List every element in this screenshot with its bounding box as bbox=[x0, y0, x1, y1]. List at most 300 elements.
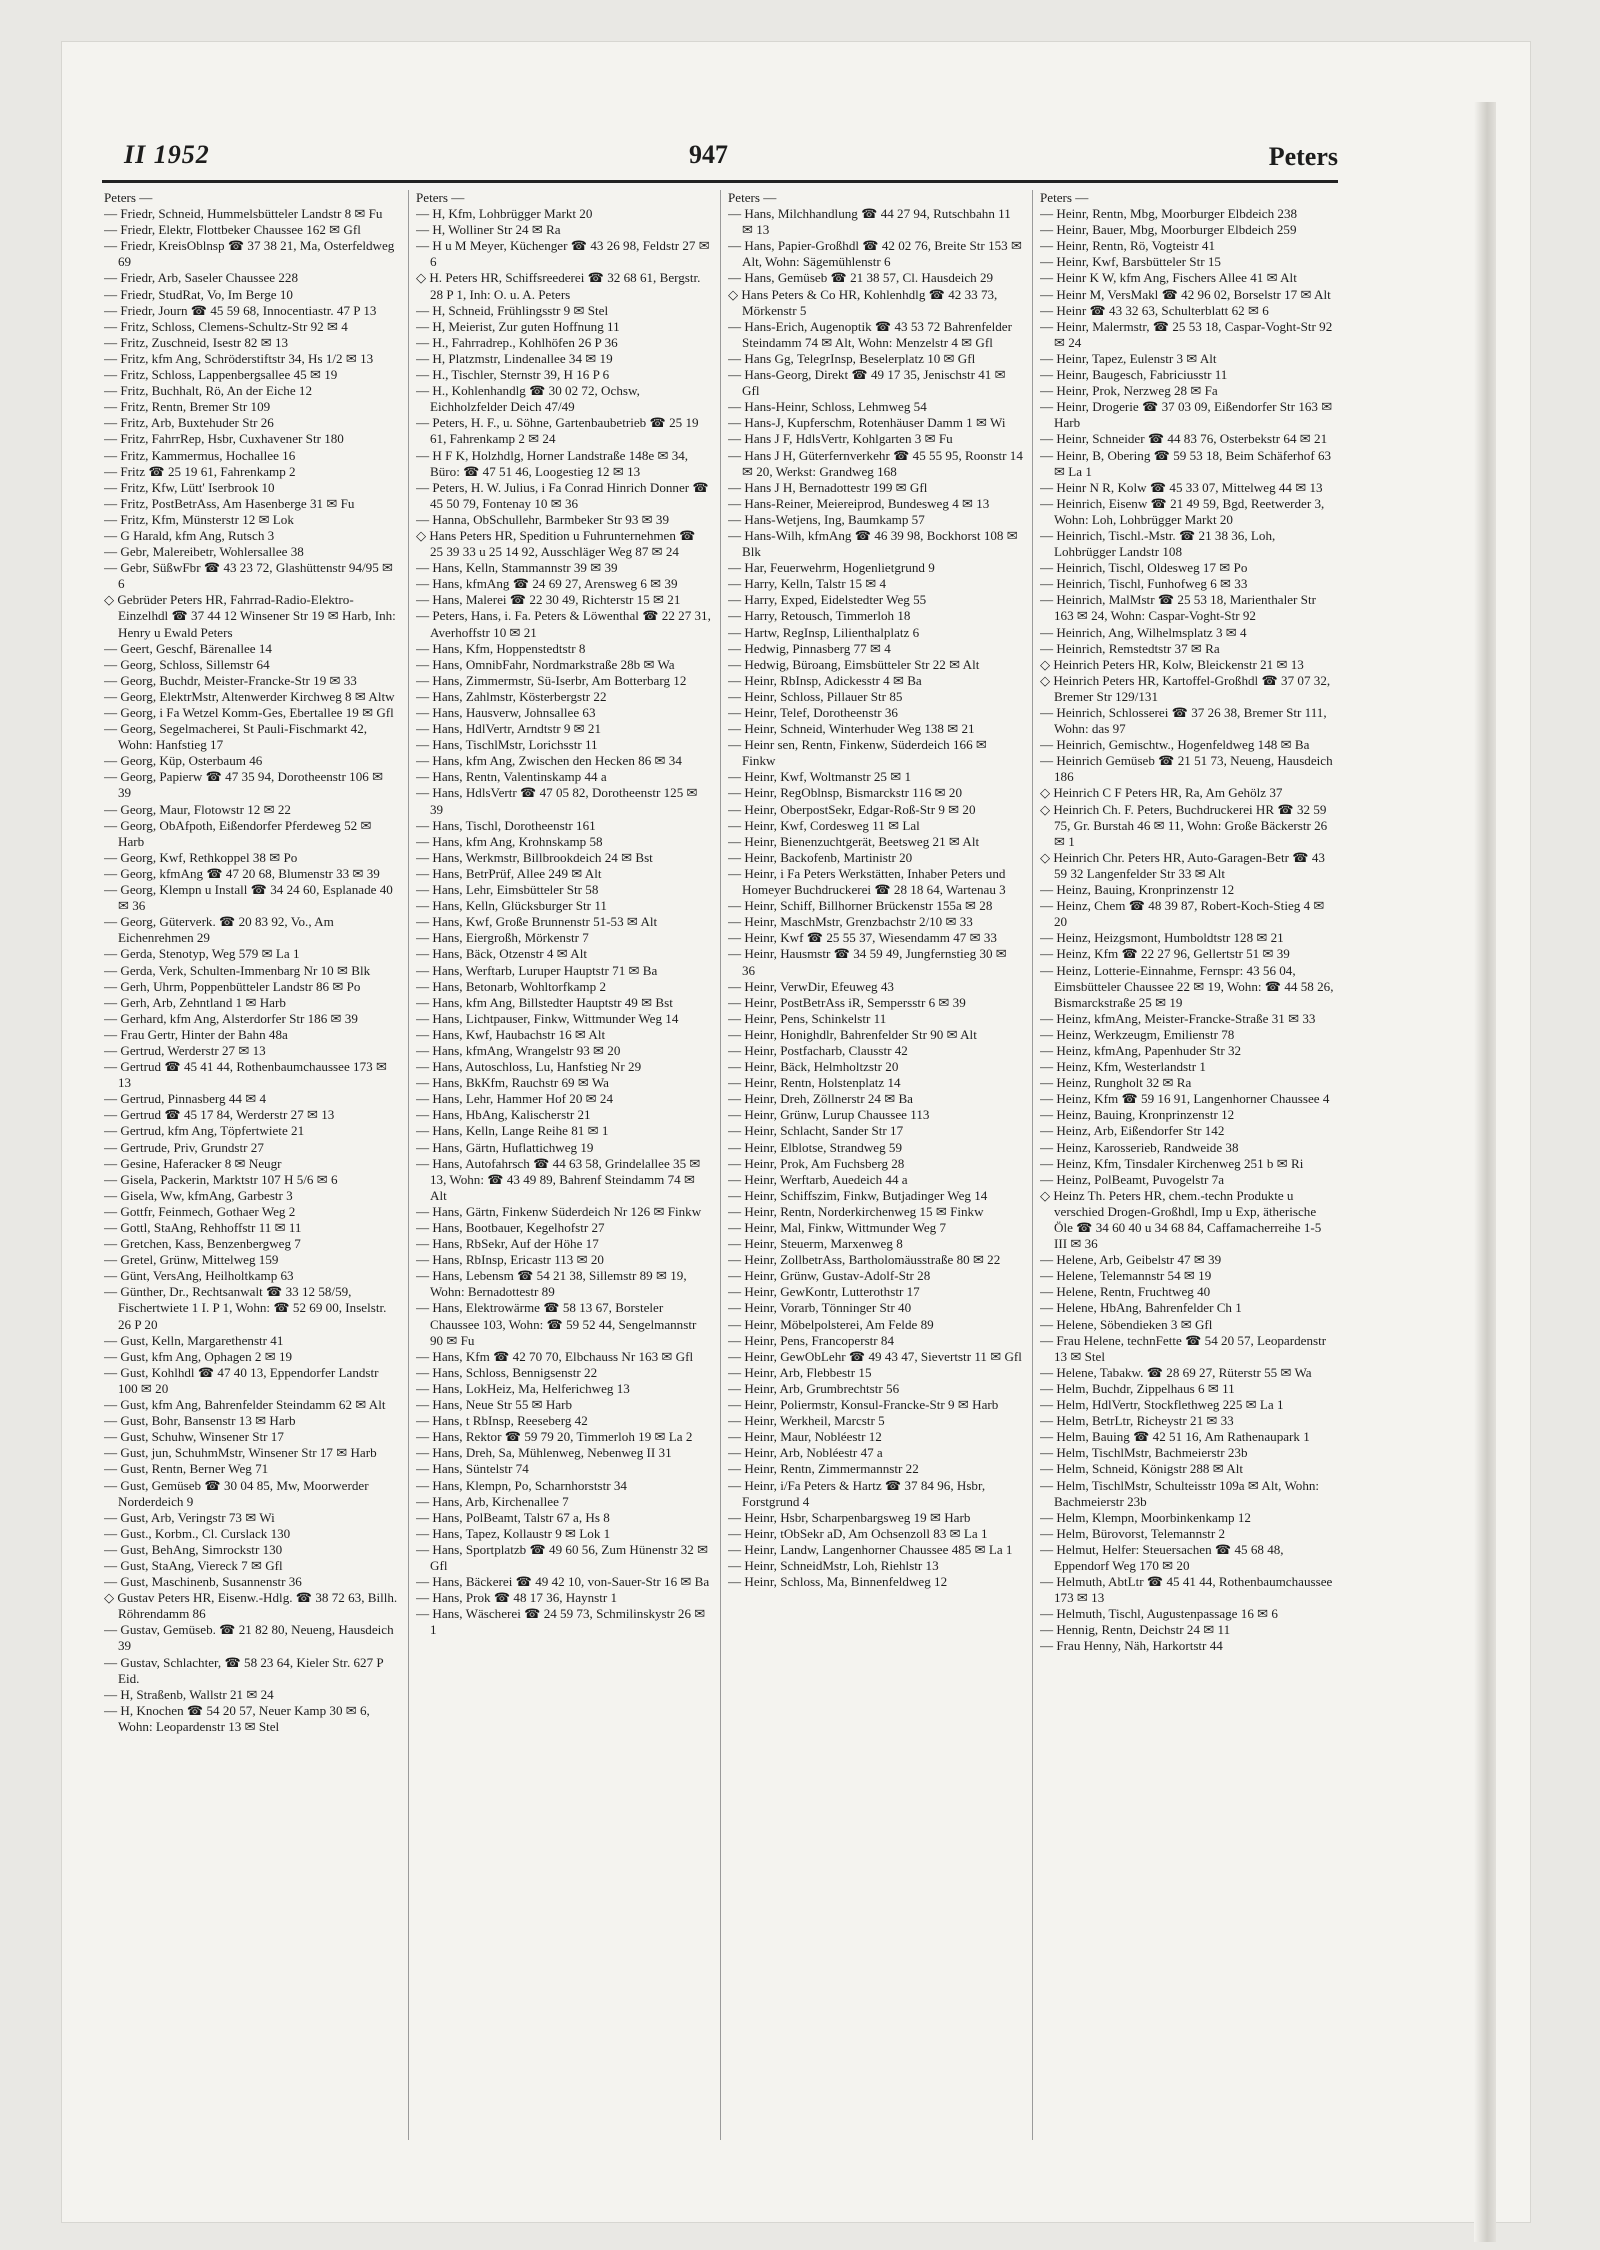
page-edge bbox=[1474, 102, 1496, 2242]
directory-entry: — Gertrud, Pinnasberg 44 ✉ 4 bbox=[104, 1091, 267, 1107]
directory-entry: — Hans, Elektrowärme ☎ 58 13 67, Borsteler Chaussee 103, Wohn: ☎ 59 52 44, Sengelmannstr 90 ✉ Fu bbox=[416, 1300, 697, 1348]
directory-entry: — Hans, Tapez, Kollaustr 9 ✉ Lok 1 bbox=[416, 1525, 611, 1541]
directory-entry: ◇ Gebrüder Peters HR, Fahrrad-Radio-Elektro-Einzelhdl ☎ 37 44 12 Winsener Str 19 ✉ Harb, Inh: Henry u Ewald Peters bbox=[104, 592, 396, 640]
directory-entry: — Hans, Kfm, Hoppenstedtstr 8 bbox=[416, 640, 586, 656]
directory-entry: — Heinr, Schneider ☎ 44 83 76, Osterbekstr 64 ✉ 21 bbox=[1040, 431, 1328, 447]
directory-entry: — Hans, Autofahrsch ☎ 44 63 58, Grindelallee 35 ✉ 13, Wohn: ☎ 43 49 89, Bahrenf Steindamm 74 ✉ Alt bbox=[416, 1155, 701, 1203]
directory-entry: — Georg, Buchdr, Meister-Francke-Str 19 ✉ 33 bbox=[104, 672, 357, 688]
directory-entry: — Heinz, Bauing, Kronprinzenstr 12 bbox=[1040, 882, 1235, 898]
directory-entry: — Heinr, Elblotse, Strandweg 59 bbox=[728, 1139, 903, 1155]
directory-entry: — Gretel, Grünw, Mittelweg 159 bbox=[104, 1252, 279, 1268]
column-divider bbox=[408, 190, 409, 2140]
directory-entry: — Hans, Werkmstr, Billbrookdeich 24 ✉ Bst bbox=[416, 849, 653, 865]
directory-entry: — Hans, t RbInsp, Reeseberg 42 bbox=[416, 1413, 588, 1429]
directory-entry: — Heinr, Kwf, Cordesweg 11 ✉ Lal bbox=[728, 817, 920, 833]
directory-entry: — Heinz, Kfm, Tinsdaler Kirchenweg 251 b ✉ Ri bbox=[1040, 1155, 1304, 1171]
directory-entry: — Heinz, Chem ☎ 48 39 87, Robert-Koch-Stieg 4 ✉ 20 bbox=[1040, 898, 1325, 930]
directory-entry: — H, Wolliner Str 24 ✉ Ra bbox=[416, 222, 561, 238]
directory-entry: — Heinr, Bäck, Helmholtzstr 20 bbox=[728, 1059, 899, 1075]
directory-entry: — Fritz, PostBetrAss, Am Hasenberge 31 ✉ Fu bbox=[104, 495, 355, 511]
directory-entry: — Helmut, Helfer: Steuersachen ☎ 45 68 48, Eppendorf Weg 170 ✉ 20 bbox=[1040, 1541, 1284, 1573]
directory-entry: — Hans, Klempn, Po, Scharnhorststr 34 bbox=[416, 1477, 627, 1493]
directory-entry: — Helm, Buchdr, Zippelhaus 6 ✉ 11 bbox=[1040, 1380, 1235, 1396]
directory-entry: — Hans, Gärtn, Huflattichweg 19 bbox=[416, 1139, 594, 1155]
directory-entry: — Friedr, StudRat, Vo, Im Berge 10 bbox=[104, 286, 293, 302]
directory-entry: — Fritz, Arb, Buxtehuder Str 26 bbox=[104, 415, 274, 431]
directory-entry: — Hans-Reiner, Meiereiprod, Bundesweg 4 ✉ 13 bbox=[728, 495, 990, 511]
directory-entry: — Gust., Korbm., Cl. Curslack 130 bbox=[104, 1525, 291, 1541]
directory-entry: — Fritz, Schloss, Clemens-Schultz-Str 92 ✉ 4 bbox=[104, 318, 348, 334]
directory-entry: — Hans, RbSekr, Auf der Höhe 17 bbox=[416, 1236, 599, 1252]
directory-entry: — Hans, Sportplatzb ☎ 49 60 56, Zum Hünenstr 32 ✉ Gfl bbox=[416, 1541, 709, 1573]
directory-entry: — Hans, Lichtpauser, Finkw, Wittmunder Weg 14 bbox=[416, 1010, 679, 1026]
directory-entry: — Heinr, GewKontr, Lutterothstr 17 bbox=[728, 1284, 920, 1300]
directory-entry: ◇ Heinrich Peters HR, Kartoffel-Großhdl ☎ 37 07 32, Bremer Str 129/131 bbox=[1040, 672, 1331, 704]
directory-entry: — Heinz, Kfm ☎ 59 16 91, Langenhorner Chaussee 4 bbox=[1040, 1091, 1330, 1107]
directory-entry: — Heinr, Arb, Grumbrechtstr 56 bbox=[728, 1380, 900, 1396]
directory-entry: — Georg, Schloss, Sillemstr 64 bbox=[104, 656, 270, 672]
directory-entry: — Gottfr, Feinmech, Gothaer Weg 2 bbox=[104, 1203, 296, 1219]
directory-entry: — Hans, Bäckerei ☎ 49 42 10, von-Sauer-Str 16 ✉ Ba bbox=[416, 1574, 710, 1590]
directory-entry: — Hans, BkKfm, Rauchstr 69 ✉ Wa bbox=[416, 1075, 609, 1091]
directory-entry: — Hans, Milchhandlung ☎ 44 27 94, Rutschbahn 11 ✉ 13 bbox=[728, 206, 1011, 238]
directory-entry: — Hans, Kwf, Große Brunnenstr 51-53 ✉ Alt bbox=[416, 914, 658, 930]
directory-entry: — Heinr, Schlacht, Sander Str 17 bbox=[728, 1123, 904, 1139]
directory-entry: — Heinr, Schiffszim, Finkw, Butjadinger Weg 14 bbox=[728, 1187, 988, 1203]
directory-entry: — Heinr, Vorarb, Tönninger Str 40 bbox=[728, 1300, 912, 1316]
page-header bbox=[124, 140, 1338, 176]
directory-entry: — Heinr M, VersMakl ☎ 42 96 02, Borselstr 17 ✉ Alt bbox=[1040, 286, 1331, 302]
directory-entry: — Heinz, Karosseriеb, Randweide 38 bbox=[1040, 1139, 1239, 1155]
directory-entry: ◇ Heinrich Ch. F. Peters, Buchdruckerei HR ☎ 32 59 75, Gr. Burstah 46 ✉ 11, Wohn: Große Bäckerstr 26 ✉ 1 bbox=[1040, 801, 1328, 849]
directory-entry: — Hans, kfm Ang, Zwischen den Hecken 86 ✉ 34 bbox=[416, 753, 682, 769]
directory-entry: — Helm, HdlVertr, Stockflethweg 225 ✉ La 1 bbox=[1040, 1397, 1284, 1413]
directory-entry: — Gust, StaAng, Viereck 7 ✉ Gfl bbox=[104, 1557, 283, 1573]
directory-entry: — Heinrich, Ang, Wilhelmsplatz 3 ✉ 4 bbox=[1040, 624, 1247, 640]
directory-entry: — Heinrich, Tischl, Funhofweg 6 ✉ 33 bbox=[1040, 576, 1248, 592]
directory-entry: — Heinr, Bauer, Mbg, Moorburger Elbdeich 259 bbox=[1040, 222, 1297, 238]
directory-entry: — Gebr, SüßwFbr ☎ 43 23 72, Glashüttenstr 94/95 ✉ 6 bbox=[104, 560, 393, 592]
directory-entry: — Gustav, Gemüseb. ☎ 21 82 80, Neueng, Hausdeich 39 bbox=[104, 1622, 394, 1654]
directory-entry: — Helene, Tabakw. ☎ 28 69 27, Rüterstr 55 ✉ Wa bbox=[1040, 1364, 1312, 1380]
directory-entry: — Hans-J, Kupferschm, Rotenhäuser Damm 1 ✉ Wi bbox=[728, 415, 1006, 431]
directory-entry: — H, Platzmstr, Lindenallee 34 ✉ 19 bbox=[416, 350, 613, 366]
directory-entry: — Hans, Eiergroßh, Mörkenstr 7 bbox=[416, 930, 589, 946]
directory-entry: — Günt, VersAng, Heilholtkamp 63 bbox=[104, 1268, 294, 1284]
directory-columns bbox=[104, 190, 1344, 2140]
directory-entry: — H., Kohlenhandlg ☎ 30 02 72, Ochsw, Eichholzfelder Deich 47/49 bbox=[416, 383, 640, 415]
directory-entry: — Helene, Söbendieken 3 ✉ Gfl bbox=[1040, 1316, 1213, 1332]
directory-entry: — Hans-Georg, Direkt ☎ 49 17 35, Jenischstr 41 ✉ Gfl bbox=[728, 367, 1006, 399]
directory-entry: — Heinr, Honighdlr, Bahrenfelder Str 90 ✉ Alt bbox=[728, 1026, 977, 1042]
directory-entry: — Helm, Klempn, Moorbinkenkamp 12 bbox=[1040, 1509, 1251, 1525]
directory-entry: — Heinrich, Gemischtw., Hogenfeldweg 148 ✉ Ba bbox=[1040, 737, 1310, 753]
directory-entry: — Gertrud, kfm Ang, Töpfertwiete 21 bbox=[104, 1123, 305, 1139]
directory-entry: — Heinr, VerwDir, Efeuweg 43 bbox=[728, 978, 894, 994]
directory-entry: — H u M Meyer, Küchenger ☎ 43 26 98, Feldstr 27 ✉ 6 bbox=[416, 238, 710, 270]
directory-entry: — Hans, kfmAng ☎ 24 69 27, Arensweg 6 ✉ 39 bbox=[416, 576, 678, 592]
directory-entry: — Hans, Neue Str 55 ✉ Harb bbox=[416, 1397, 573, 1413]
directory-entry: — Gerda, Verk, Schulten-Immenbarg Nr 10 ✉ Blk bbox=[104, 962, 371, 978]
directory-entry: — Hans, OmnibFahr, Nordmarkstraße 28b ✉ Wa bbox=[416, 656, 675, 672]
directory-entry: — Gust, Bohr, Bansenstr 13 ✉ Harb bbox=[104, 1413, 296, 1429]
directory-entry: — Georg, Klempn u Install ☎ 34 24 60, Esplanade 40 ✉ 36 bbox=[104, 882, 393, 914]
directory-entry: — H, Meierist, Zur guten Hoffnung 11 bbox=[416, 318, 620, 334]
directory-entry: — Heinz, Lotterie-Einnahme, Fernspr: 43 56 04, Eimsbütteler Chaussee 22 ✉ 19, Wohn: ☎ 44 58 26, Bismarckstraße 25 ✉ 19 bbox=[1040, 962, 1334, 1010]
directory-entry: — Gust, Kohlhdl ☎ 47 40 13, Eppendorfer Landstr 100 ✉ 20 bbox=[104, 1364, 379, 1396]
directory-entry: — Hans, Kelln, Stammannstr 39 ✉ 39 bbox=[416, 560, 618, 576]
directory-entry: — Heinr, Bienenzuchtgerät, Beetsweg 21 ✉ Alt bbox=[728, 833, 980, 849]
header-page-number: 947 bbox=[689, 140, 728, 169]
directory-entry: — Fritz, kfm Ang, Schröderstiftstr 34, Hs 1/2 ✉ 13 bbox=[104, 350, 374, 366]
directory-entry: — Gust, jun, SchuhmMstr, Winsener Str 17 ✉ Harb bbox=[104, 1445, 377, 1461]
directory-entry: — Gebr, Malereibetr, Wohlersallee 38 bbox=[104, 544, 304, 560]
directory-entry: — Heinr, Tapez, Eulenstr 3 ✉ Alt bbox=[1040, 350, 1217, 366]
directory-entry: — Gerh, Arb, Zehntland 1 ✉ Harb bbox=[104, 994, 286, 1010]
directory-entry: — Hans, Betonarb, Wohltorfkamp 2 bbox=[416, 978, 606, 994]
directory-entry: — Heinrich, Eisenw ☎ 21 49 59, Bgd, Reetwerder 3, Wohn: Loh, Lohbrügger Markt 20 bbox=[1040, 495, 1325, 527]
directory-entry: — Heinr, Malermstr, ☎ 25 53 18, Caspar-Voght-Str 92 ✉ 24 bbox=[1040, 318, 1333, 350]
directory-entry: — H F K, Holzhdlg, Horner Landstraße 148e ✉ 34, Büro: ☎ 47 51 46, Loogestieg 12 ✉ 13 bbox=[416, 447, 689, 479]
directory-entry: — Heinr, Arb, Flebbestr 15 bbox=[728, 1364, 872, 1380]
directory-entry: — Georg, Maur, Flotowstr 12 ✉ 22 bbox=[104, 801, 291, 817]
directory-entry: — Heinr, Baugesch, Fabriciusstr 11 bbox=[1040, 367, 1228, 383]
directory-entry: — Hans, Gemüseb ☎ 21 38 57, Cl. Hausdeich 29 bbox=[728, 270, 994, 286]
directory-entry: — Heinrich, MalMstr ☎ 25 53 18, Marienthaler Str 163 ✉ 24, Wohn: Caspar-Voght-Str 92 bbox=[1040, 592, 1316, 624]
directory-entry: — Heinz, Werkzeugm, Emilienstr 78 bbox=[1040, 1026, 1235, 1042]
directory-entry: — Gust, Schuhw, Winsener Str 17 bbox=[104, 1429, 284, 1445]
directory-entry: — Heinr, GewObLehr ☎ 49 43 47, Sievertstr 11 ✉ Gfl bbox=[728, 1348, 1022, 1364]
directory-entry: — Heinr, Rentn, Mbg, Moorburger Elbdeich 238 bbox=[1040, 206, 1298, 222]
directory-entry: — Peters, Hans, i. Fa. Peters & Löwenthal ☎ 22 27 31, Averhoffstr 10 ✉ 21 bbox=[416, 608, 711, 640]
directory-entry: Peters — bbox=[728, 190, 777, 205]
header-rule bbox=[102, 180, 1338, 183]
directory-entry: — Harry, Retousch, Timmerloh 18 bbox=[728, 608, 911, 624]
directory-entry: ◇ Heinrich Chr. Peters HR, Auto-Garagen-Betr ☎ 43 59 32 Langenfelder Str 33 ✉ Alt bbox=[1040, 849, 1325, 881]
directory-entry: — Hans, Kwf, Haubachstr 16 ✉ Alt bbox=[416, 1026, 606, 1042]
directory-entry: — Hans-Heinr, Schloss, Lehmweg 54 bbox=[728, 399, 927, 415]
directory-entry: — Harry, Kelln, Talstr 15 ✉ 4 bbox=[728, 576, 887, 592]
column-2 bbox=[416, 190, 711, 2140]
directory-entry: — Gust, Kelln, Margarethenstr 41 bbox=[104, 1332, 284, 1348]
directory-entry: — Heinr, MaschMstr, Grenzbachstr 2/10 ✉ 33 bbox=[728, 914, 973, 930]
directory-entry: — Fritz, FahrrRep, Hsbr, Cuxhavener Str 180 bbox=[104, 431, 344, 447]
directory-entry: — Heinr, Rentn, Zimmermannstr 22 bbox=[728, 1461, 919, 1477]
directory-entry: Peters — bbox=[1040, 190, 1089, 205]
directory-entry: — Fritz, Buchhalt, Rö, An der Eiche 12 bbox=[104, 383, 313, 399]
directory-entry: — Gust, Arb, Veringstr 73 ✉ Wi bbox=[104, 1509, 275, 1525]
directory-entry: — Hans, Kelln, Glücksburger Str 11 bbox=[416, 898, 607, 914]
directory-entry: — Heinr, i Fa Peters Werkstätten, Inhaber Peters und Homeyer Buchdruckerei ☎ 28 18 64, Wartenau 3 bbox=[728, 865, 1006, 898]
directory-entry: — H., Tischler, Sternstr 39, H 16 P 6 bbox=[416, 367, 610, 383]
directory-entry: — Georg, Güterverk. ☎ 20 83 92, Vo., Am Eichenrehmen 29 bbox=[104, 914, 334, 946]
directory-entry: — Friedr, Journ ☎ 45 59 68, Innocentiastr. 47 P 13 bbox=[104, 302, 377, 318]
directory-entry: — Hans, Werftarb, Luruper Hauptstr 71 ✉ Ba bbox=[416, 962, 658, 978]
directory-entry: ◇ Heinrich Peters HR, Kolw, Bleickenstr 21 ✉ 13 bbox=[1040, 656, 1304, 672]
directory-entry: — Heinr, i/Fa Peters & Hartz ☎ 37 84 96, Hsbr, Forstgrund 4 bbox=[728, 1477, 986, 1509]
directory-entry: — Helene, Arb, Geibelstr 47 ✉ 39 bbox=[1040, 1252, 1222, 1268]
directory-entry: — Hanna, ObSchullehr, Barmbeker Str 93 ✉ 39 bbox=[416, 511, 669, 527]
directory-entry: — H, Schneid, Frühlingsstr 9 ✉ Stel bbox=[416, 302, 609, 318]
directory-entry: — Helene, Rentn, Fruchtweg 40 bbox=[1040, 1284, 1211, 1300]
directory-entry: — Heinr, Schloss, Ma, Binnenfeldweg 12 bbox=[728, 1574, 948, 1590]
directory-entry: — Hans, Bootbauer, Kegelhofstr 27 bbox=[416, 1220, 605, 1235]
directory-entry: — Gust, Rentn, Berner Weg 71 bbox=[104, 1461, 269, 1477]
directory-entry: — Gerda, Stenotyp, Weg 579 ✉ La 1 bbox=[104, 946, 300, 962]
directory-entry: — Hans J H, Bernadottestr 199 ✉ Gfl bbox=[728, 479, 928, 495]
directory-entry: — H, Kfm, Lohbrügger Markt 20 bbox=[416, 206, 593, 222]
directory-entry: — Hans-Wilh, kfmAng ☎ 46 39 98, Bockhorst 108 ✉ Blk bbox=[728, 527, 1018, 560]
directory-entry: — Gertrud, Werderstr 27 ✉ 13 bbox=[104, 1042, 266, 1058]
directory-entry: — Hans, Süntelstr 74 bbox=[416, 1461, 529, 1477]
directory-entry: — Heinr, Prok, Am Fuchsberg 28 bbox=[728, 1155, 905, 1171]
directory-entry: — Hans, Autoschloss, Lu, Hanfstieg Nr 29 bbox=[416, 1059, 642, 1075]
directory-entry: — Heinr, Kwf ☎ 25 55 37, Wiesendamm 47 ✉ 33 bbox=[728, 930, 997, 946]
directory-entry: — Heinrich, Tischl.-Mstr. ☎ 21 38 36, Loh, Lohbrügger Landstr 108 bbox=[1040, 527, 1276, 560]
directory-entry: — Helm, TischlMstr, Schulteisstr 109a ✉ Alt, Wohn: Bachmeierstr 23b bbox=[1040, 1477, 1320, 1509]
directory-entry: — Heinr, Werftarb, Auedeich 44 a bbox=[728, 1171, 908, 1187]
directory-entry: ◇ Heinz Th. Peters HR, chem.-techn Produkte u verschied Drogen-Großhdl, Imp u Exp, ätherische Öle ☎ 34 60 40 u 34 68 84, Caffamacherreihe 1-5 III ✉ 36 bbox=[1040, 1187, 1322, 1252]
directory-entry: — Gust, kfm Ang, Bahrenfelder Steindamm 62 ✉ Alt bbox=[104, 1397, 386, 1413]
directory-entry: — Peters, H. F., u. Söhne, Gartenbaubetrieb ☎ 25 19 61, Fahrenkamp 2 ✉ 24 bbox=[416, 415, 699, 447]
directory-entry: — Helm, Bauing ☎ 42 51 16, Am Rathenaupark 1 bbox=[1040, 1429, 1310, 1445]
directory-entry: — Hans, BetrPrüf, Allee 249 ✉ Alt bbox=[416, 865, 602, 881]
directory-entry: — Gust, Maschinenb, Susannenstr 36 bbox=[104, 1574, 302, 1590]
directory-entry: — Heinr, SchneidMstr, Loh, Riehlstr 13 bbox=[728, 1557, 939, 1573]
directory-entry: — Heinr, Schiff, Billhorner Brückenstr 155a ✉ 28 bbox=[728, 898, 993, 914]
directory-entry: — Hans J H, Güterfernverkehr ☎ 45 55 95, Roonstr 14 ✉ 20, Werkst: Grandweg 168 bbox=[728, 447, 1023, 479]
directory-entry: — Heinr, Hsbr, Scharpenbargsweg 19 ✉ Harb bbox=[728, 1509, 971, 1525]
directory-entry: — Hans, Dreh, Sa, Mühlenweg, Nebenweg II 31 bbox=[416, 1445, 672, 1461]
directory-entry: — Fritz, Zuschneid, Isestr 82 ✉ 13 bbox=[104, 334, 289, 350]
directory-entry: — Gustav, Schlachter, ☎ 58 23 64, Kieler Str. 627 P Eid. bbox=[104, 1654, 384, 1686]
directory-entry: — Heinz, Kfm ☎ 22 27 96, Gellertstr 51 ✉ 39 bbox=[1040, 946, 1290, 962]
directory-entry: — Heinr, Rentn, Rö, Vogteistr 41 bbox=[1040, 238, 1216, 254]
directory-entry: — Peters, H. W. Julius, i Fa Conrad Hinrich Donner ☎ 45 50 79, Fontenay 10 ✉ 36 bbox=[416, 479, 709, 511]
directory-entry: — Hans, Zimmermstr, Sü-Iserbr, Am Botterbarg 12 bbox=[416, 672, 687, 688]
directory-entry: — Hans, Arb, Kirchenallee 7 bbox=[416, 1493, 569, 1509]
directory-entry: — Gertrude, Priv, Grundstr 27 bbox=[104, 1139, 264, 1155]
directory-entry: — Heinr N R, Kolw ☎ 45 33 07, Mittelweg 44 ✉ 13 bbox=[1040, 479, 1323, 495]
directory-entry: — Hedwig, Büroang, Eimsbütteler Str 22 ✉ Alt bbox=[728, 656, 980, 672]
directory-entry: — Heinr, Steuerm, Marxenweg 8 bbox=[728, 1236, 903, 1252]
directory-entry: — Hans, Papier-Großhdl ☎ 42 02 76, Breite Str 153 ✉ Alt, Wohn: Sägemühlenstr 6 bbox=[728, 238, 1022, 270]
directory-entry: — Hans, HbAng, Kalischerstr 21 bbox=[416, 1107, 591, 1123]
directory-entry: — Hans, Prok ☎ 48 17 36, Haynstr 1 bbox=[416, 1590, 618, 1606]
directory-entry: — Heinr, Mal, Finkw, Wittmunder Weg 7 bbox=[728, 1220, 947, 1235]
directory-entry: — Fritz, Schloss, Lappenbergsallee 45 ✉ 19 bbox=[104, 367, 338, 383]
directory-entry: — Georg, Papierw ☎ 47 35 94, Dorotheenstr 106 ✉ 39 bbox=[104, 769, 384, 801]
directory-entry: — Heinr, Maur, Nobléestr 12 bbox=[728, 1429, 882, 1445]
directory-entry: — Heinr, Möbelpolsterei, Am Felde 89 bbox=[728, 1316, 934, 1332]
directory-entry: — Friedr, Elektr, Flottbeker Chaussee 162 ✉ Gfl bbox=[104, 222, 361, 238]
directory-entry: — Hans J F, HdlsVertr, Kohlgarten 3 ✉ Fu bbox=[728, 431, 953, 447]
directory-entry: ◇ Hans Peters HR, Spedition u Fuhrunternehmen ☎ 25 39 33 u 25 14 92, Ausschläger Weg 87 ✉ 24 bbox=[416, 527, 696, 560]
directory-entry: ◇ Hans Peters & Co HR, Kohlenhdlg ☎ 42 33 73, Mörkenstr 5 bbox=[728, 286, 998, 318]
directory-entry: — Gust, BehAng, Simrockstr 130 bbox=[104, 1541, 283, 1557]
directory-entry: ◇ Gustav Peters HR, Eisenw.-Hdlg. ☎ 38 72 63, Billh. Röhrendamm 86 bbox=[104, 1590, 398, 1622]
directory-entry: — Hans, TischlMstr, Lorichsstr 11 bbox=[416, 737, 598, 753]
directory-entry: — Heinr, RegOblnsp, Bismarckstr 116 ✉ 20 bbox=[728, 785, 962, 801]
directory-entry: — Hans, Kelln, Lange Reihe 81 ✉ 1 bbox=[416, 1123, 609, 1139]
directory-entry: — Heinr ☎ 43 32 63, Schulterblatt 62 ✉ 6 bbox=[1040, 302, 1269, 318]
directory-entry: — Helm, TischlMstr, Bachmeierstr 23b bbox=[1040, 1445, 1248, 1461]
directory-entry: — Heinr, Schneid, Winterhuder Weg 138 ✉ 21 bbox=[728, 721, 975, 737]
directory-entry: — Fritz ☎ 25 19 61, Fahrenkamp 2 bbox=[104, 463, 296, 479]
directory-entry: — Heinr, Drogerie ☎ 37 03 09, Eißendorfer Str 163 ✉ Harb bbox=[1040, 399, 1333, 431]
directory-entry: — Hans Gg, TelegrInsp, Beselerplatz 10 ✉ Gfl bbox=[728, 350, 976, 366]
directory-entry: — Heinrich, Tischl, Oldesweg 17 ✉ Po bbox=[1040, 560, 1248, 576]
directory-entry: — Fritz, Kfw, Lütt' Iserbrook 10 bbox=[104, 479, 275, 495]
directory-entry: — Hans, Wäscherei ☎ 24 59 73, Schmilinskystr 26 ✉ 1 bbox=[416, 1606, 706, 1638]
directory-entry: — Hans, HdlVertr, Arndtstr 9 ✉ 21 bbox=[416, 721, 602, 737]
directory-entry: — Heinz, Heizgsmont, Humboldtstr 128 ✉ 21 bbox=[1040, 930, 1284, 946]
directory-entry: — Gisela, Ww, kfmAng, Garbestr 3 bbox=[104, 1187, 293, 1203]
directory-entry: — Heinr, PostBetrAss iR, Sempersstr 6 ✉ 39 bbox=[728, 994, 966, 1010]
directory-entry: — H., Fahrradrep., Kohlhöfen 26 P 36 bbox=[416, 334, 618, 350]
directory-entry: Peters — bbox=[416, 190, 465, 205]
directory-entry: — Heinr, Landw, Langenhorner Chaussee 485 ✉ La 1 bbox=[728, 1541, 1013, 1557]
directory-entry: — Friedr, KreisOblnsp ☎ 37 38 21, Ma, Osterfeldweg 69 bbox=[104, 238, 395, 270]
directory-entry: — Heinr, Rentn, Norderkirchenweg 15 ✉ Finkw bbox=[728, 1203, 984, 1219]
directory-entry: — Georg, Segelmacherei, St Pauli-Fischmarkt 42, Wohn: Hanfstieg 17 bbox=[104, 721, 368, 753]
directory-entry: — Hans, Lehr, Eimsbütteler Str 58 bbox=[416, 882, 599, 898]
directory-entry: — Heinr, Backofenb, Martinistr 20 bbox=[728, 849, 913, 865]
directory-entry: — Heinr, Schloss, Pillauer Str 85 bbox=[728, 688, 903, 704]
directory-entry: — Hedwig, Pinnasberg 77 ✉ 4 bbox=[728, 640, 891, 656]
directory-entry: — Hans, RbInsp, Ericastr 113 ✉ 20 bbox=[416, 1252, 604, 1268]
directory-entry: — Heinz, Arb, Eißendorfer Str 142 bbox=[1040, 1123, 1225, 1139]
directory-entry: — Helm, Schneid, Königstr 288 ✉ Alt bbox=[1040, 1461, 1244, 1477]
directory-entry: — Frau Helene, technFette ☎ 54 20 57, Leopardenstr 13 ✉ Stel bbox=[1040, 1332, 1327, 1364]
directory-entry: — Helm, Bürovorst, Telemannstr 2 bbox=[1040, 1525, 1226, 1541]
directory-entry: — Heinr, Prok, Nerzweg 28 ✉ Fa bbox=[1040, 383, 1218, 399]
directory-entry: — Hennig, Rentn, Deichstr 24 ✉ 11 bbox=[1040, 1622, 1231, 1638]
directory-entry: — Heinz, kfmAng, Papenhuder Str 32 bbox=[1040, 1042, 1242, 1058]
directory-entry: — Heinr, Postfacharb, Clausstr 42 bbox=[728, 1042, 908, 1058]
directory-entry: — Günther, Dr., Rechtsanwalt ☎ 33 12 58/59, Fischertwiete 1 I. P 1, Wohn: ☎ 52 69 00, Inselstr. 26 P 20 bbox=[104, 1284, 387, 1332]
column-1 bbox=[104, 190, 399, 2140]
directory-entry: — G Harald, kfm Ang, Rutsch 3 bbox=[104, 527, 275, 543]
directory-entry: — Gretchen, Kass, Benzenbergweg 7 bbox=[104, 1236, 301, 1252]
directory-entry: — Gertrud ☎ 45 17 84, Werderstr 27 ✉ 13 bbox=[104, 1107, 335, 1123]
directory-entry: — Heinr, Kwf, Woltmanstr 25 ✉ 1 bbox=[728, 769, 911, 785]
directory-entry: — Frau Henny, Näh, Harkortstr 44 bbox=[1040, 1638, 1223, 1654]
directory-entry: — Heinr, Pens, Schinkelstr 11 bbox=[728, 1010, 887, 1026]
directory-entry: — Heinr, Hausmstr ☎ 34 59 49, Jungfernstieg 30 ✉ 36 bbox=[728, 946, 1007, 978]
directory-entry: — Heinr, Grünw, Gustav-Adolf-Str 28 bbox=[728, 1268, 931, 1284]
directory-entry: — Heinz, Bauing, Kronprinzenstr 12 bbox=[1040, 1107, 1235, 1123]
directory-entry: — Heinr, Telef, Dorotheenstr 36 bbox=[728, 705, 898, 720]
directory-entry: — Har, Feuerwehrm, Hogenlietgrund 9 bbox=[728, 560, 935, 576]
directory-entry: — Hans, Rektor ☎ 59 79 20, Timmerloh 19 ✉ La 2 bbox=[416, 1429, 693, 1445]
directory-entry: — Hans, Malerei ☎ 22 30 49, Richterstr 15 ✉ 21 bbox=[416, 592, 681, 608]
directory-entry: — Helmuth, AbtLtr ☎ 45 41 44, Rothenbaumchaussee 173 ✉ 13 bbox=[1040, 1574, 1333, 1606]
directory-entry: — Georg, i Fa Wetzel Komm-Ges, Ebertallee 19 ✉ Gfl bbox=[104, 705, 394, 720]
directory-entry: — Fritz, Kammermus, Hochallee 16 bbox=[104, 447, 296, 463]
directory-entry: — Gust, kfm Ang, Ophagen 2 ✉ 19 bbox=[104, 1348, 293, 1364]
directory-entry: — Hans, Lehr, Hammer Hof 20 ✉ 24 bbox=[416, 1091, 613, 1107]
directory-entry: — Helm, BetrLtr, Richeystr 21 ✉ 33 bbox=[1040, 1413, 1234, 1429]
directory-entry: — Heinr, RbInsp, Adickesstr 4 ✉ Ba bbox=[728, 672, 922, 688]
directory-entry: — Heinr, Kwf, Barsbütteler Str 15 bbox=[1040, 254, 1221, 270]
directory-entry: — Heinr, OberpostSekr, Edgar-Roß-Str 9 ✉ 20 bbox=[728, 801, 976, 817]
directory-entry: — Hans, kfmAng, Wrangelstr 93 ✉ 20 bbox=[416, 1042, 621, 1058]
directory-entry: Peters — bbox=[104, 190, 153, 205]
directory-entry: — Heinz, Kfm, Westerlandstr 1 bbox=[1040, 1059, 1206, 1075]
directory-entry: — Gertrud ☎ 45 41 44, Rothenbaumchaussee 173 ✉ 13 bbox=[104, 1059, 387, 1091]
directory-entry: — Heinz, PolBeamt, Puvogelstr 7a bbox=[1040, 1171, 1225, 1187]
directory-entry: — Georg, ElektrMstr, Altenwerder Kirchweg 8 ✉ Altw bbox=[104, 688, 395, 704]
directory-entry: — Geert, Geschf, Bärenallee 14 bbox=[104, 640, 272, 656]
directory-entry: — Heinr, Rentn, Holstenplatz 14 bbox=[728, 1075, 901, 1091]
directory-entry: — Hans-Wetjens, Ing, Baumkamp 57 bbox=[728, 511, 925, 527]
directory-entry: — Gerhard, kfm Ang, Alsterdorfer Str 186 ✉ 39 bbox=[104, 1010, 358, 1026]
directory-entry: — Hans, Rentn, Valentinskamp 44 a bbox=[416, 769, 607, 785]
directory-entry: — Friedr, Schneid, Hummelsbütteler Landstr 8 ✉ Fu bbox=[104, 206, 383, 222]
directory-entry: — Heinr sen, Rentn, Finkenw, Süderdeich 166 ✉ Finkw bbox=[728, 737, 987, 769]
directory-entry: — Heinr, ZollbetrAss, Bartholomäusstraße 80 ✉ 22 bbox=[728, 1252, 1001, 1268]
directory-entry: — Hans, Bäck, Otzenstr 4 ✉ Alt bbox=[416, 946, 587, 962]
directory-entry: — Hans, Zahlmstr, Kösterbergstr 22 bbox=[416, 688, 607, 704]
directory-entry: — Hans, Hausverw, Johnsallee 63 bbox=[416, 705, 596, 720]
directory-entry: — Heinrich, Remstedtstr 37 ✉ Ra bbox=[1040, 640, 1220, 656]
column-4 bbox=[1040, 190, 1335, 2140]
directory-entry: — Hans, Lebensm ☎ 54 21 38, Sillemstr 89 ✉ 19, Wohn: Bernadottestr 89 bbox=[416, 1268, 687, 1300]
directory-entry: — Hans, kfm Ang, Krohnskamp 58 bbox=[416, 833, 603, 849]
directory-entry: — Frau Gertr, Hinter der Bahn 48a bbox=[104, 1026, 288, 1042]
directory-entry: — Hans-Erich, Augenoptik ☎ 43 53 72 Bahrenfelder Steindamm 74 ✉ Alt, Wohn: Menzelstr 4 ✉ Gfl bbox=[728, 318, 1012, 350]
directory-entry: — H, Straßenb, Wallstr 21 ✉ 24 bbox=[104, 1686, 274, 1702]
directory-entry: — Hans, Gärtn, Finkenw Süderdeich Nr 126 ✉ Finkw bbox=[416, 1203, 702, 1219]
column-divider bbox=[720, 190, 721, 2140]
directory-entry: — Fritz, Kfm, Münsterstr 12 ✉ Lok bbox=[104, 511, 294, 527]
directory-entry: — Gesine, Haferacker 8 ✉ Neugr bbox=[104, 1155, 282, 1171]
directory-entry: — Heinr, Arb, Nobléestr 47 a bbox=[728, 1445, 883, 1461]
directory-entry: — Friedr, Arb, Saseler Chaussee 228 bbox=[104, 270, 299, 286]
directory-entry: — Heinr, Poliermstr, Konsul-Francke-Str 9 ✉ Harb bbox=[728, 1397, 999, 1413]
header-surname: Peters bbox=[1268, 142, 1338, 171]
directory-entry: — Fritz, Rentn, Bremer Str 109 bbox=[104, 399, 271, 415]
directory-entry: — Hans, PolBeamt, Talstr 67 a, Hs 8 bbox=[416, 1509, 610, 1525]
directory-entry: — Heinrich Gemüseb ☎ 21 51 73, Neueng, Hausdeich 186 bbox=[1040, 753, 1333, 785]
directory-entry: — Heinr, Dreh, Zöllnerstr 24 ✉ Ba bbox=[728, 1091, 913, 1107]
header-section-year: II 1952 bbox=[124, 140, 210, 169]
directory-entry: — Helene, HbAng, Bahrenfelder Ch 1 bbox=[1040, 1300, 1242, 1316]
directory-entry: — Heinz, kfmAng, Meister-Francke-Straße 31 ✉ 33 bbox=[1040, 1010, 1316, 1026]
directory-entry: — Hans, Tischl, Dorotheenstr 161 bbox=[416, 817, 596, 833]
directory-entry: — Gerh, Uhrm, Poppenbütteler Landstr 86 ✉ Po bbox=[104, 978, 361, 994]
directory-entry: — Hans, HdlsVertr ☎ 47 05 82, Dorotheenstr 125 ✉ 39 bbox=[416, 785, 698, 817]
directory-entry: — Hans, LokHeiz, Ma, Helferichweg 13 bbox=[416, 1380, 630, 1396]
directory-entry: — Georg, Küp, Osterbaum 46 bbox=[104, 753, 263, 769]
directory-entry: — Heinr, Werkheil, Marcstr 5 bbox=[728, 1413, 885, 1429]
directory-entry: ◇ Heinrich C F Peters HR, Ra, Am Gehölz 37 bbox=[1040, 785, 1283, 801]
directory-entry: — Gottl, StaAng, Rehhoffstr 11 ✉ 11 bbox=[104, 1220, 302, 1235]
directory-entry: — Hans, Schloss, Bennigsenstr 22 bbox=[416, 1364, 598, 1380]
directory-entry: — Georg, Kwf, Rethkoppel 38 ✉ Po bbox=[104, 849, 298, 865]
directory-entry: — Heinr, tObSekr aD, Am Ochsenzoll 83 ✉ La 1 bbox=[728, 1525, 988, 1541]
directory-entry: — Harry, Exped, Eidelstedter Weg 55 bbox=[728, 592, 927, 608]
column-3 bbox=[728, 190, 1023, 2140]
directory-entry: — Georg, kfmAng ☎ 47 20 68, Blumenstr 33 ✉ 39 bbox=[104, 865, 380, 881]
directory-entry: — Hans, kfm Ang, Billstedter Hauptstr 49 ✉ Bst bbox=[416, 994, 673, 1010]
directory-entry: — Helmuth, Tischl, Augustenpassage 16 ✉ 6 bbox=[1040, 1606, 1278, 1622]
directory-entry: — Gust, Gemüseb ☎ 30 04 85, Mw, Moorwerder Norderdeich 9 bbox=[104, 1477, 369, 1509]
directory-entry: — Heinrich, Schlosserei ☎ 37 26 38, Bremer Str 111, Wohn: das 97 bbox=[1040, 705, 1327, 737]
directory-entry: — Heinz, Rungholt 32 ✉ Ra bbox=[1040, 1075, 1192, 1091]
directory-entry: ◇ H. Peters HR, Schiffsreederei ☎ 32 68 61, Bergstr. 28 P 1, Inh: O. u. A. Peters bbox=[416, 270, 701, 302]
